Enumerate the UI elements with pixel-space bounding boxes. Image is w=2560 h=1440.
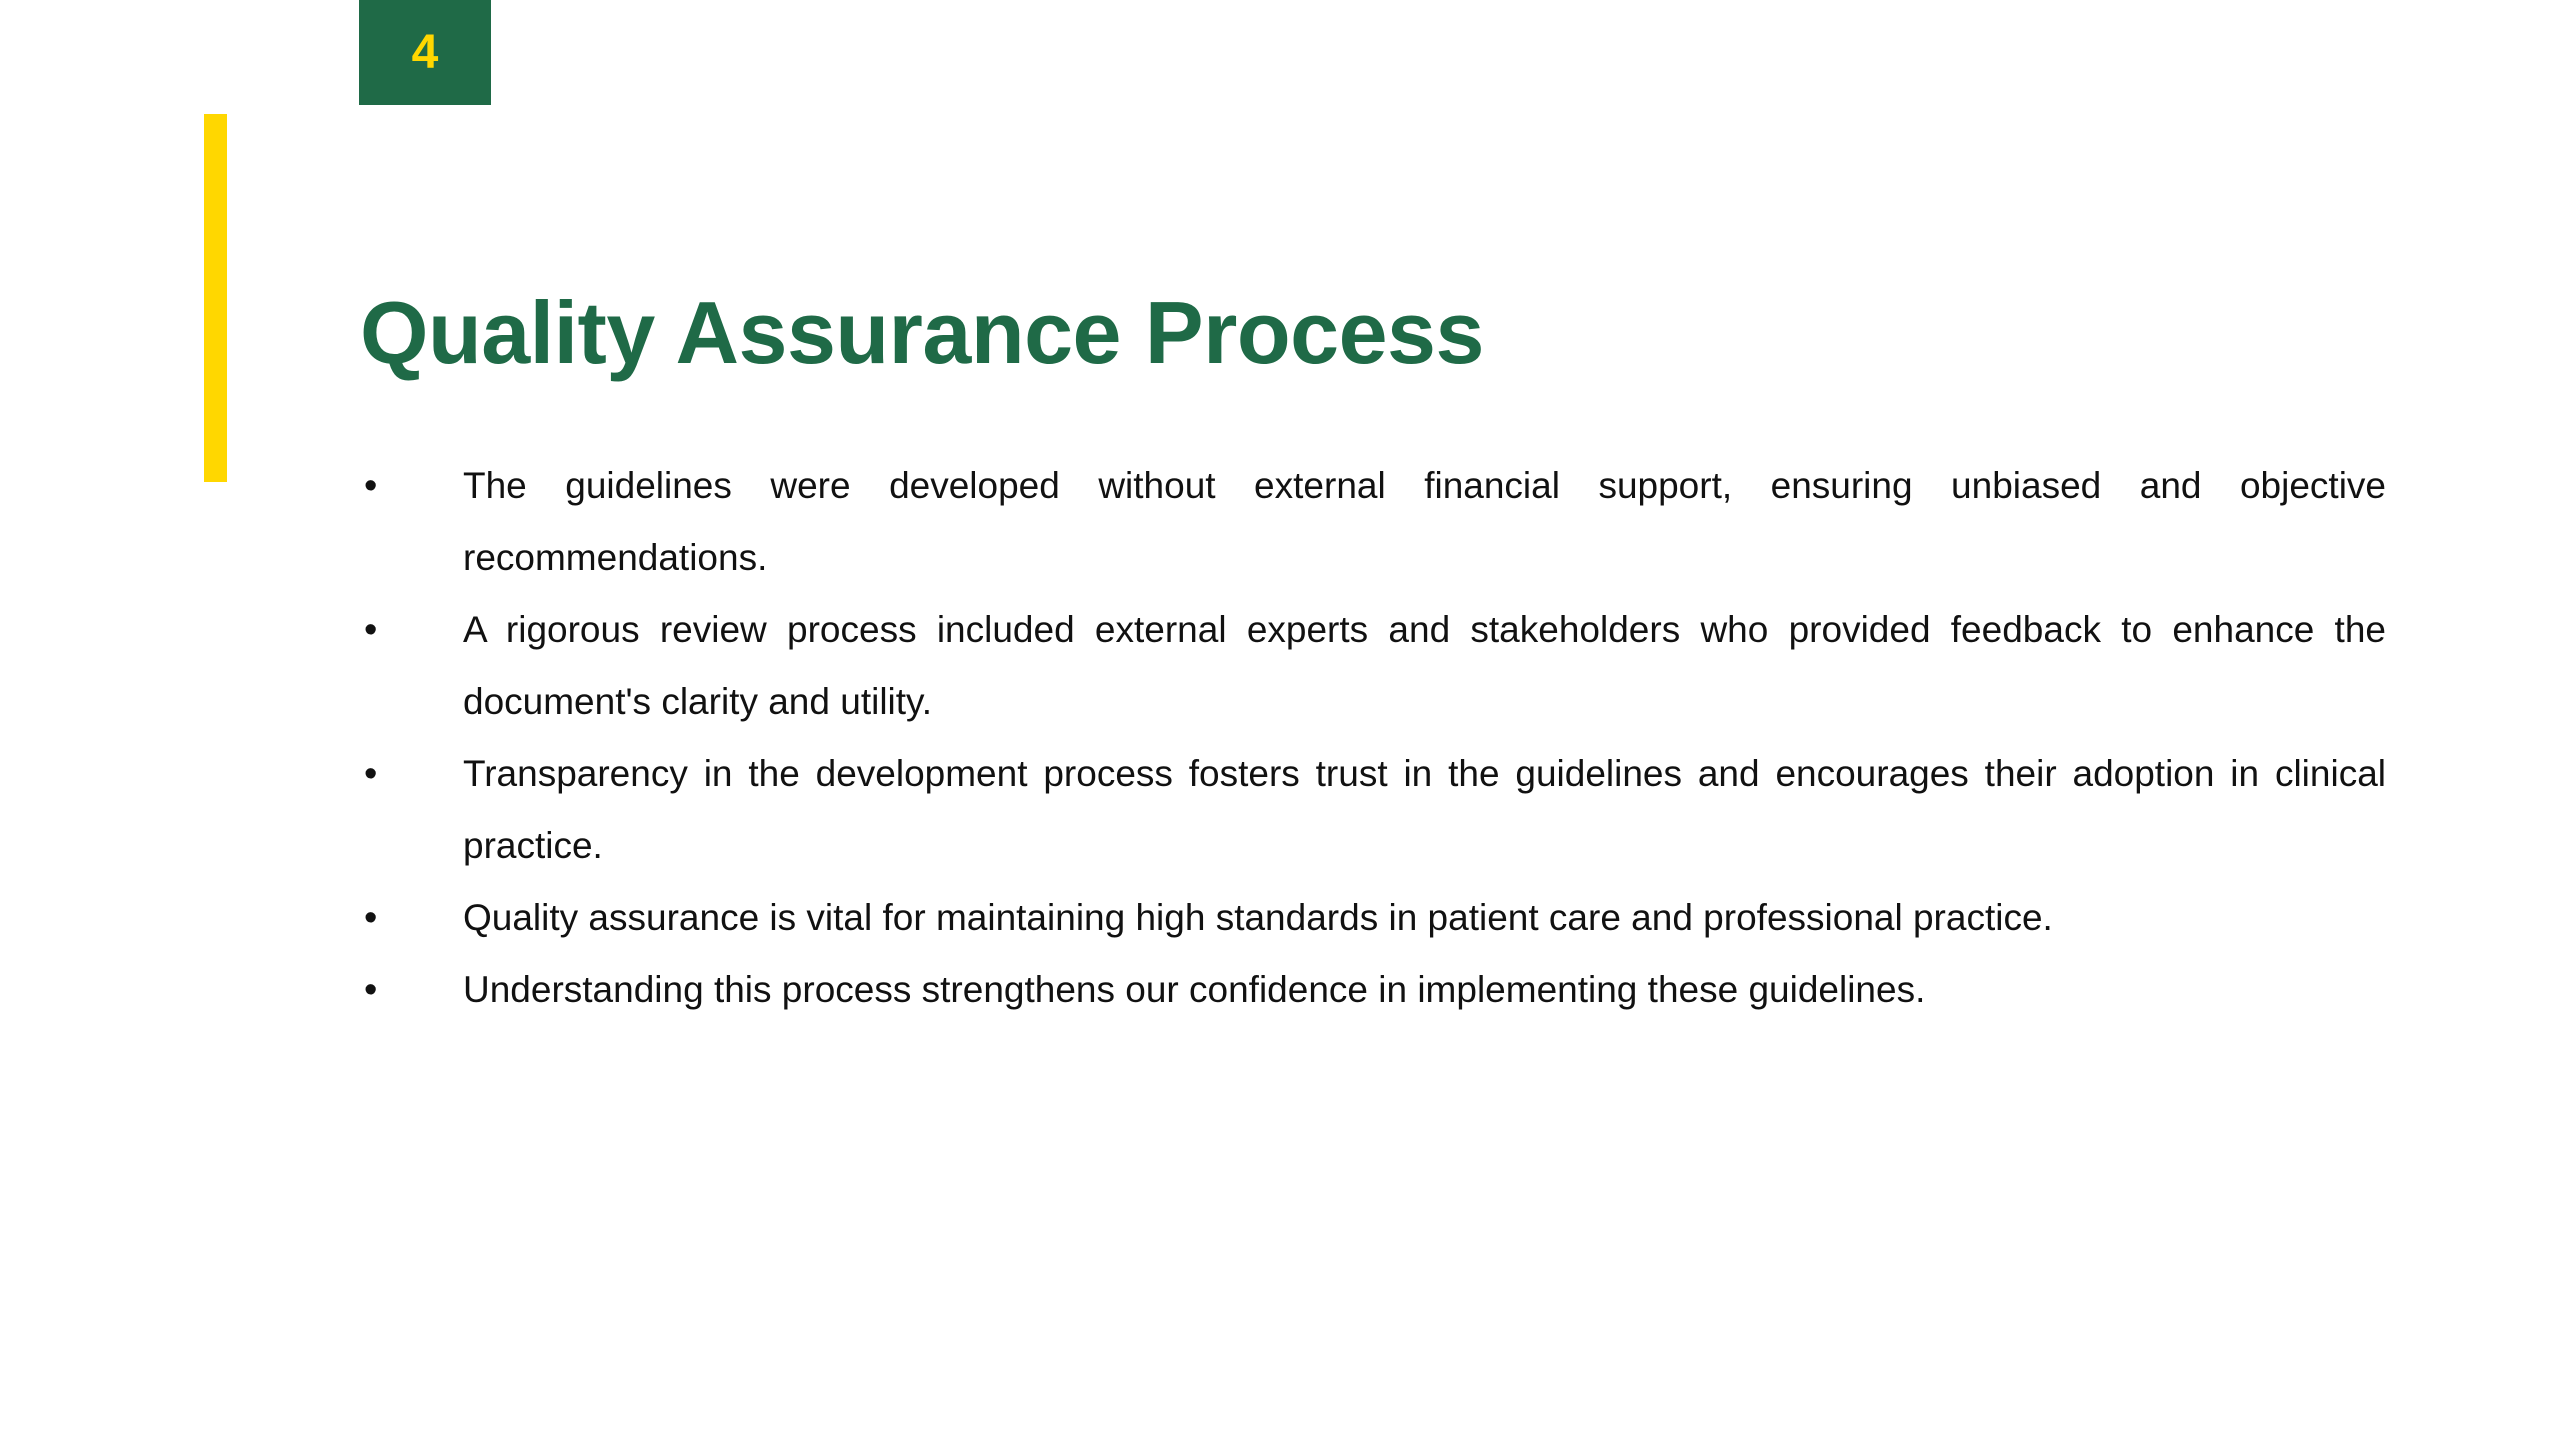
bullet-marker: • (364, 753, 378, 795)
page-number: 4 (411, 25, 439, 79)
bullet-text: Understanding this process strengthens our confidence in implementing these guidelines. (463, 969, 1926, 1010)
bullet-text: Transparency in the development process fosters trust in the guidelines and encourages their adoption in clinical practice. (463, 753, 2386, 866)
bullet-item (360, 882, 2386, 954)
bullet-marker: • (364, 609, 378, 651)
bullet-item (360, 450, 2386, 594)
bullet-item (360, 954, 2386, 1026)
bullet-marker: • (364, 969, 378, 1011)
bullet-item (360, 738, 2386, 882)
accent-bar (204, 114, 227, 482)
bullet-text: Quality assurance is vital for maintaining high standards in patient care and professional practice. (463, 897, 2053, 938)
bullet-list (360, 450, 2386, 1026)
bullet-marker: • (364, 897, 378, 939)
bullet-item (360, 594, 2386, 738)
slide-title: Quality Assurance Process (360, 283, 1484, 382)
page-number-badge (359, 0, 491, 105)
bullet-text: A rigorous review process included external experts and stakeholders who provided feedback to enhance the document's clarity and utility. (463, 609, 2386, 722)
bullet-marker: • (364, 465, 378, 507)
bullet-text: The guidelines were developed without external financial support, ensuring unbiased and objective recommendations. (463, 465, 2386, 578)
